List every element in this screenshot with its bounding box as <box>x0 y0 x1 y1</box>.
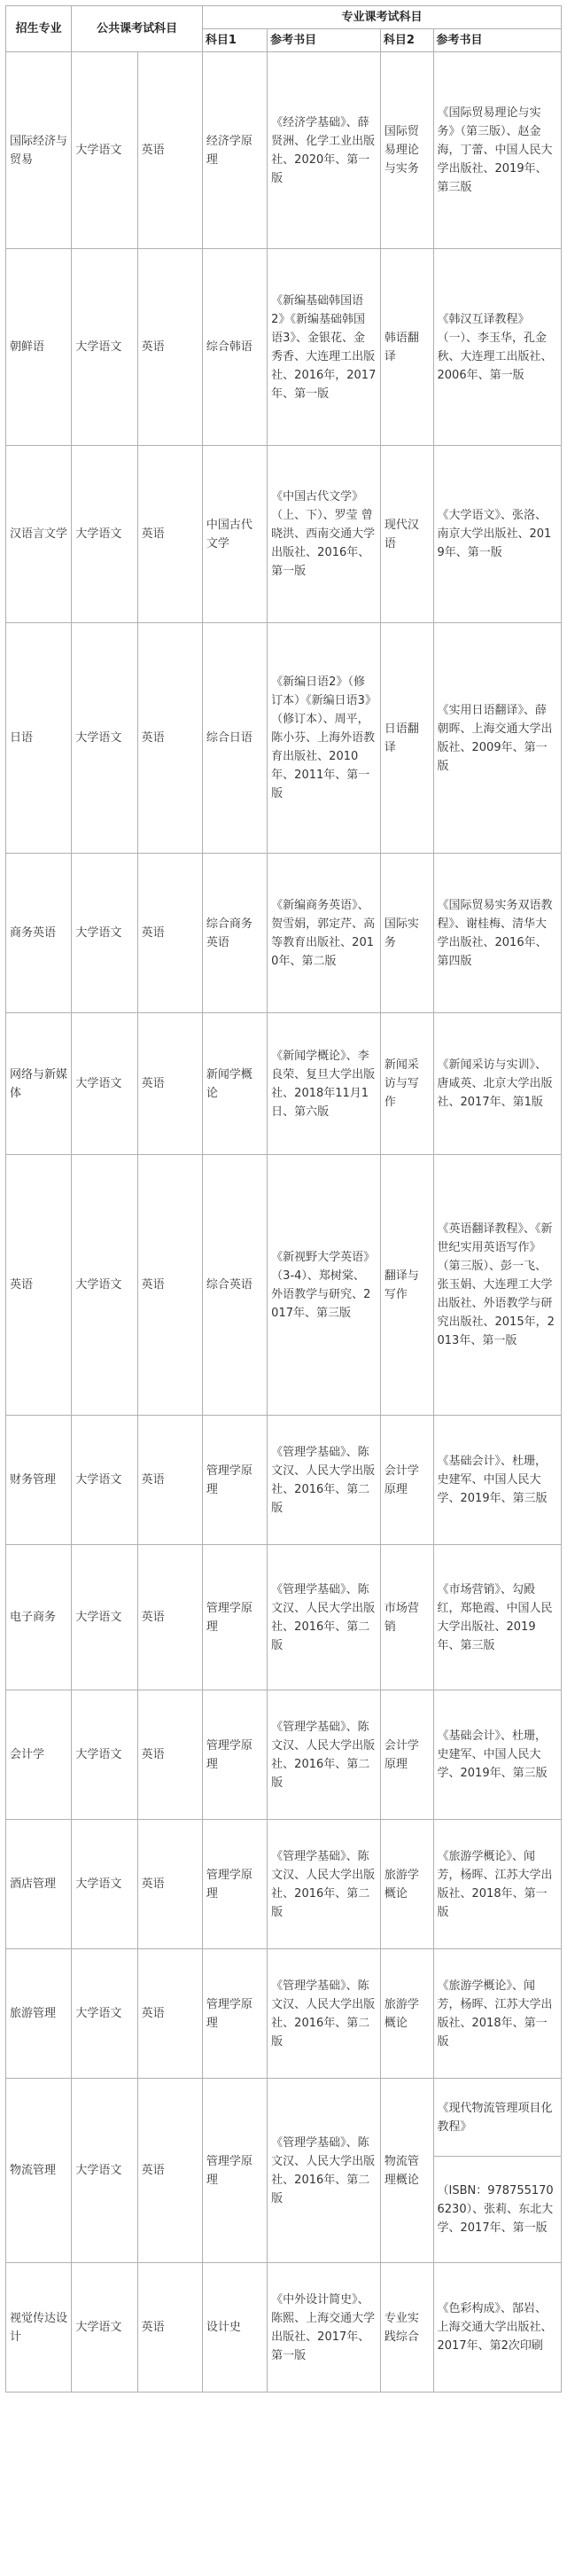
subject-1-cell: 新闻学概论 <box>202 1013 267 1155</box>
refbooks-1-cell: 《新编基础韩国语2》《新编基础韩国语3》、金银花、金秀香、大连理工出版社、2016年，2017年、第一版 <box>268 249 381 446</box>
major-cell: 朝鲜语 <box>6 249 72 446</box>
public-subject-2-cell: 英语 <box>137 1820 202 1949</box>
subject-2-cell: 国际实务 <box>380 854 433 1013</box>
refbooks-2-cell: 《英语翻译教程》、《新世纪实用英语写作》（第三版）、彭一飞、张玉娟、大连理工大学出版社、外语教学与研究出版社、2015年，2013年、第一版 <box>433 1155 561 1416</box>
refbooks-1-cell: 《经济学基础》、薛贤洲、化学工业出版社、2020年、第一版 <box>268 52 381 249</box>
public-subject-1-cell: 大学语文 <box>72 1416 137 1545</box>
subject-1-cell: 中国古代文学 <box>202 446 267 623</box>
refbooks-1-cell: 《中国古代文学》（上、下）、罗莹 曾晓洪、西南交通大学出版社、2016年、第一版 <box>268 446 381 623</box>
refbooks-2-cell: 《基础会计》、杜珊，史建军、中国人民大学、2019年、第三版 <box>433 1690 561 1820</box>
refbooks-1-cell: 《新视野大学英语》（3-4）、郑树棠、外语教学与研究、2017年、第三版 <box>268 1155 381 1416</box>
subject-2-cell: 国际贸易理论与实务 <box>380 52 433 249</box>
public-subject-2-cell: 英语 <box>137 1949 202 2079</box>
header-refbooks-2: 参考书目 <box>433 29 561 52</box>
table-row <box>6 249 562 446</box>
major-cell: 商务英语 <box>6 854 72 1013</box>
refbooks-2-cell: 《新闻采访与实训》、唐咸英、北京大学出版社、2017年、第1版 <box>433 1013 561 1155</box>
refbooks-1-cell: 《管理学基础》、陈文汉、人民大学出版社、2016年、第二版 <box>268 2079 381 2263</box>
subject-2-cell: 新闻采访与写作 <box>380 1013 433 1155</box>
major-cell: 电子商务 <box>6 1545 72 1690</box>
header-subject-2: 科目2 <box>380 29 433 52</box>
public-subject-2-cell: 英语 <box>137 446 202 623</box>
subject-1-cell: 综合韩语 <box>202 249 267 446</box>
subject-1-cell: 管理学原理 <box>202 1949 267 2079</box>
table-row <box>6 1820 562 1949</box>
public-subject-1-cell: 大学语文 <box>72 249 137 446</box>
subject-2-cell: 会计学原理 <box>380 1416 433 1545</box>
public-subject-2-cell: 英语 <box>137 1155 202 1416</box>
public-subject-1-cell: 大学语文 <box>72 623 137 854</box>
public-subject-2-cell: 英语 <box>137 623 202 854</box>
public-subject-2-cell: 英语 <box>137 1545 202 1690</box>
subject-2-cell: 翻译与写作 <box>380 1155 433 1416</box>
subject-2-cell: 市场营销 <box>380 1545 433 1690</box>
refbooks-2-cell: 《现代物流管理项目化教程》 <box>433 2079 561 2157</box>
subject-1-cell: 管理学原理 <box>202 1545 267 1690</box>
major-cell: 日语 <box>6 623 72 854</box>
subject-1-cell: 管理学原理 <box>202 1690 267 1820</box>
subject-2-cell: 会计学原理 <box>380 1690 433 1820</box>
major-cell: 酒店管理 <box>6 1820 72 1949</box>
major-cell: 视觉传达设计 <box>6 2263 72 2393</box>
public-subject-1-cell: 大学语文 <box>72 1013 137 1155</box>
public-subject-2-cell: 英语 <box>137 2079 202 2263</box>
public-subject-1-cell: 大学语文 <box>72 446 137 623</box>
public-subject-2-cell: 英语 <box>137 52 202 249</box>
refbooks-2-cell: 《韩汉互译教程》（一）、李玉华，孔金秋、大连理工出版社、2006年、第一版 <box>433 249 561 446</box>
public-subject-1-cell: 大学语文 <box>72 1155 137 1416</box>
table-row <box>6 623 562 854</box>
public-subject-1-cell: 大学语文 <box>72 52 137 249</box>
subject-1-cell: 综合商务英语 <box>202 854 267 1013</box>
header-public-subjects: 公共课考试科目 <box>72 6 203 52</box>
public-subject-1-cell: 大学语文 <box>72 2263 137 2393</box>
header-professional-subjects: 专业课考试科目 <box>202 6 561 29</box>
refbooks-2-cell: 《实用日语翻译》、薛朝晖、上海交通大学出版社、2009年、第一版 <box>433 623 561 854</box>
refbooks-1-cell: 《管理学基础》、陈文汉、人民大学出版社、2016年、第二版 <box>268 1820 381 1949</box>
table-row <box>6 2263 562 2393</box>
refbooks-2-extra-cell: （ISBN：9787551706230）、张莉、东北大学、2017年、第一版 <box>433 2157 561 2263</box>
header-major: 招生专业 <box>6 6 72 52</box>
subject-1-cell: 管理学原理 <box>202 1416 267 1545</box>
refbooks-2-cell: 《旅游学概论》、闻芳，杨晖、江苏大学出版社、2018年、第一版 <box>433 1949 561 2079</box>
public-subject-2-cell: 英语 <box>137 1013 202 1155</box>
public-subject-1-cell: 大学语文 <box>72 1820 137 1949</box>
table-row <box>6 446 562 623</box>
refbooks-2-cell: 《旅游学概论》、闻芳，杨晖、江苏大学出版社、2018年、第一版 <box>433 1820 561 1949</box>
major-cell: 国际经济与贸易 <box>6 52 72 249</box>
subject-1-cell: 管理学原理 <box>202 1820 267 1949</box>
public-subject-1-cell: 大学语文 <box>72 1949 137 2079</box>
major-cell: 英语 <box>6 1155 72 1416</box>
refbooks-2-cell: 《国际贸易实务双语教程》、谢桂梅、清华大学出版社、2016年、第四版 <box>433 854 561 1013</box>
refbooks-1-cell: 《新编日语2》（修订本）《新编日语3》（修订本）、周平，陈小芬、上海外语教育出版社、2010年、2011年、第一版 <box>268 623 381 854</box>
major-cell: 旅游管理 <box>6 1949 72 2079</box>
subject-2-cell: 日语翻译 <box>380 623 433 854</box>
refbooks-1-cell: 《新编商务英语》、贺雪娟，郭定芹、高等教育出版社、2010年、第二版 <box>268 854 381 1013</box>
major-cell: 会计学 <box>6 1690 72 1820</box>
header-subject-1: 科目1 <box>202 29 267 52</box>
public-subject-1-cell: 大学语文 <box>72 854 137 1013</box>
subject-1-cell: 设计史 <box>202 2263 267 2393</box>
public-subject-2-cell: 英语 <box>137 854 202 1013</box>
subject-2-cell: 现代汉语 <box>380 446 433 623</box>
refbooks-2-cell: 《市场营销》、勾殿红，郑艳霞、中国人民大学出版社、2019年、第三版 <box>433 1545 561 1690</box>
refbooks-1-cell: 《中外设计简史》、陈熙、上海交通大学出版社、2017年、第一版 <box>268 2263 381 2393</box>
public-subject-2-cell: 英语 <box>137 2263 202 2393</box>
major-cell: 汉语言文学 <box>6 446 72 623</box>
subject-2-cell: 专业实践综合 <box>380 2263 433 2393</box>
table-row <box>6 1690 562 1820</box>
subject-2-cell: 物流管理概论 <box>380 2079 433 2263</box>
refbooks-1-cell: 《新闻学概论》、李良荣、复旦大学出版社、2018年11月1日、第六版 <box>268 1013 381 1155</box>
major-cell: 网络与新媒体 <box>6 1013 72 1155</box>
table-row <box>6 1949 562 2079</box>
table-row <box>6 1545 562 1690</box>
public-subject-1-cell: 大学语文 <box>72 2079 137 2263</box>
subject-1-cell: 综合日语 <box>202 623 267 854</box>
public-subject-2-cell: 英语 <box>137 249 202 446</box>
subject-1-cell: 综合英语 <box>202 1155 267 1416</box>
public-subject-2-cell: 英语 <box>137 1416 202 1545</box>
public-subject-1-cell: 大学语文 <box>72 1545 137 1690</box>
refbooks-2-cell: 《基础会计》、杜珊，史建军、中国人民大学、2019年、第三版 <box>433 1416 561 1545</box>
refbooks-1-cell: 《管理学基础》、陈文汉、人民大学出版社、2016年、第二版 <box>268 1690 381 1820</box>
subject-1-cell: 管理学原理 <box>202 2079 267 2263</box>
refbooks-1-cell: 《管理学基础》、陈文汉、人民大学出版社、2016年、第二版 <box>268 1545 381 1690</box>
table-row <box>6 1416 562 1545</box>
subject-2-cell: 韩语翻译 <box>380 249 433 446</box>
table-row <box>6 1155 562 1416</box>
admission-subjects-table <box>5 5 562 2393</box>
subject-1-cell: 经济学原理 <box>202 52 267 249</box>
refbooks-2-cell: 《大学语文》、张洛、南京大学出版社、2019年、第一版 <box>433 446 561 623</box>
major-cell: 物流管理 <box>6 2079 72 2263</box>
table-row <box>6 2079 562 2157</box>
refbooks-1-cell: 《管理学基础》、陈文汉、人民大学出版社、2016年、第二版 <box>268 1949 381 2079</box>
subject-2-cell: 旅游学概论 <box>380 1820 433 1949</box>
refbooks-1-cell: 《管理学基础》、陈文汉、人民大学出版社、2016年、第二版 <box>268 1416 381 1545</box>
public-subject-1-cell: 大学语文 <box>72 1690 137 1820</box>
major-cell: 财务管理 <box>6 1416 72 1545</box>
refbooks-2-cell: 《国际贸易理论与实务》（第三版）、赵金海，丁蕾、中国人民大学出版社、2019年、第三版 <box>433 52 561 249</box>
header-refbooks-1: 参考书目 <box>268 29 381 52</box>
subject-2-cell: 旅游学概论 <box>380 1949 433 2079</box>
table-row <box>6 52 562 249</box>
table-row <box>6 1013 562 1155</box>
public-subject-2-cell: 英语 <box>137 1690 202 1820</box>
table-row <box>6 854 562 1013</box>
refbooks-2-cell: 《色彩构成》、郜岩、上海交通大学出版社、2017年、第2次印刷 <box>433 2263 561 2393</box>
